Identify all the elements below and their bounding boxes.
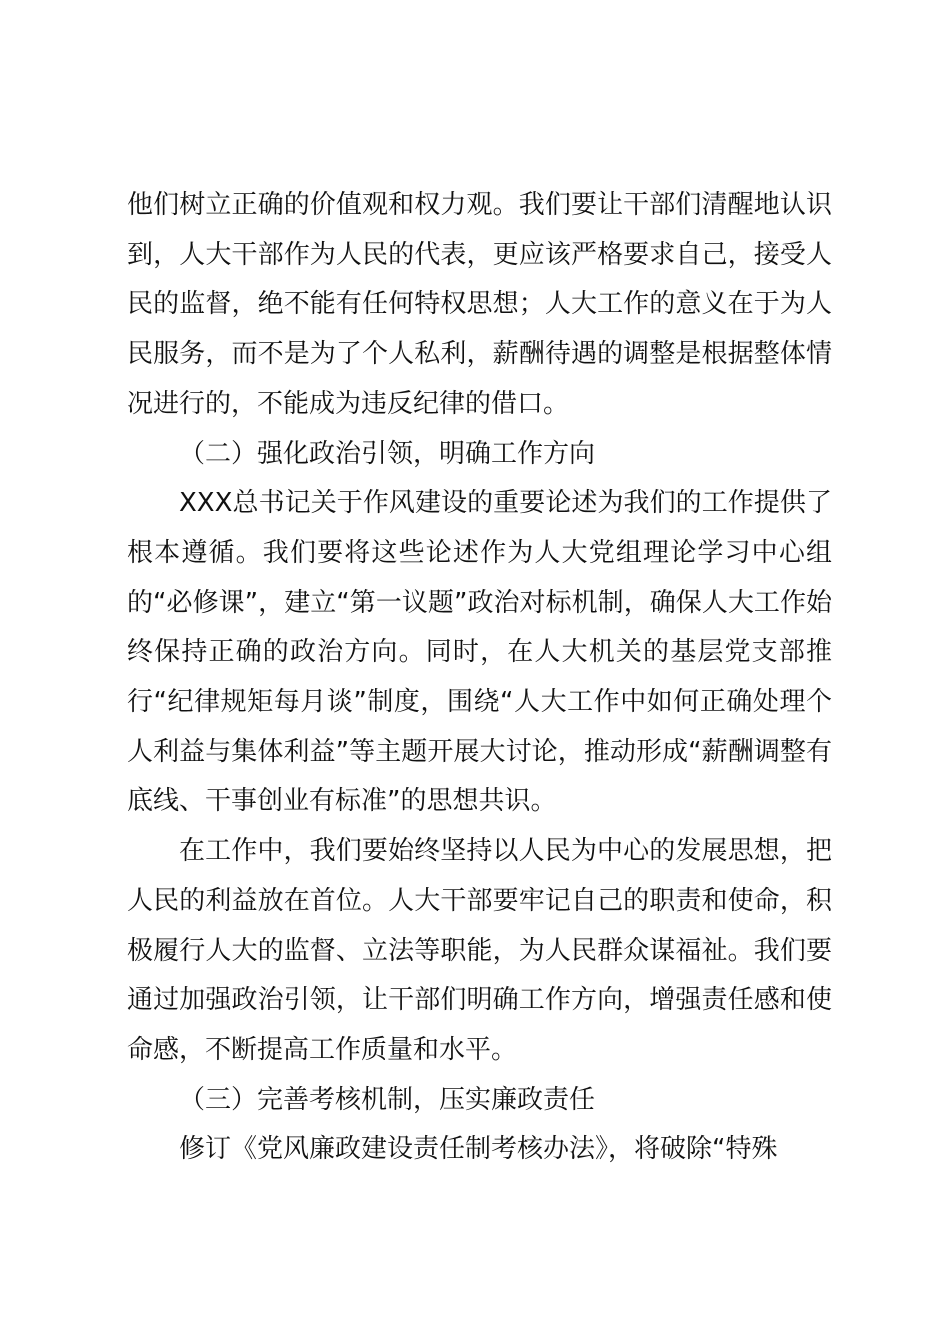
section-heading-2: （二）强化政治引领，明确工作方向 xyxy=(179,438,596,469)
paragraph-assessment-revision: 修订《党风廉政建设责任制考核办法》，将破除“特殊 xyxy=(179,1134,778,1165)
paragraph-political-guidance: XXX总书记关于作风建设的重要论述为我们的工作提供了根本遵循。我们要将这些论述作为人大党组理论学习中心组的“必修课”，建立“第一议题”政治对标机制，确保人大工作始终保持正确的政治方向。同时，在人大机关的基层党支部推行“纪律规矩每月谈”制度，围绕“人大工作中如何正确处理个人利益与集体利益”等主题开展大讨论，推动形成“薪酬调整有底线、干事创业有标准”的思想共识。 xyxy=(127,488,832,817)
paragraph-people-centered: 在工作中，我们要始终坚持以人民为中心的发展思想，把人民的利益放在首位。人大干部要牢记自己的职责和使命，积极履行人大的监督、立法等职能，为人民群众谋福祉。我们要通过加强政治引领，让干部们明确工作方向，增强责任感和使命感，不断提高工作质量和水平。 xyxy=(127,836,832,1065)
paragraph-continuation: 他们树立正确的价值观和权力观。我们要让干部们清醒地认识到，人大干部作为人民的代表，更应该严格要求自己，接受人民的监督，绝不能有任何特权思想；人大工作的意义在于为人民服务，而不是为了个人私利，薪酬待遇的调整是根据整体情况进行的，不能成为违反纪律的借口。 xyxy=(127,190,832,419)
section-heading-3: （三）完善考核机制，压实廉政责任 xyxy=(179,1084,596,1115)
document-body xyxy=(127,181,832,1175)
